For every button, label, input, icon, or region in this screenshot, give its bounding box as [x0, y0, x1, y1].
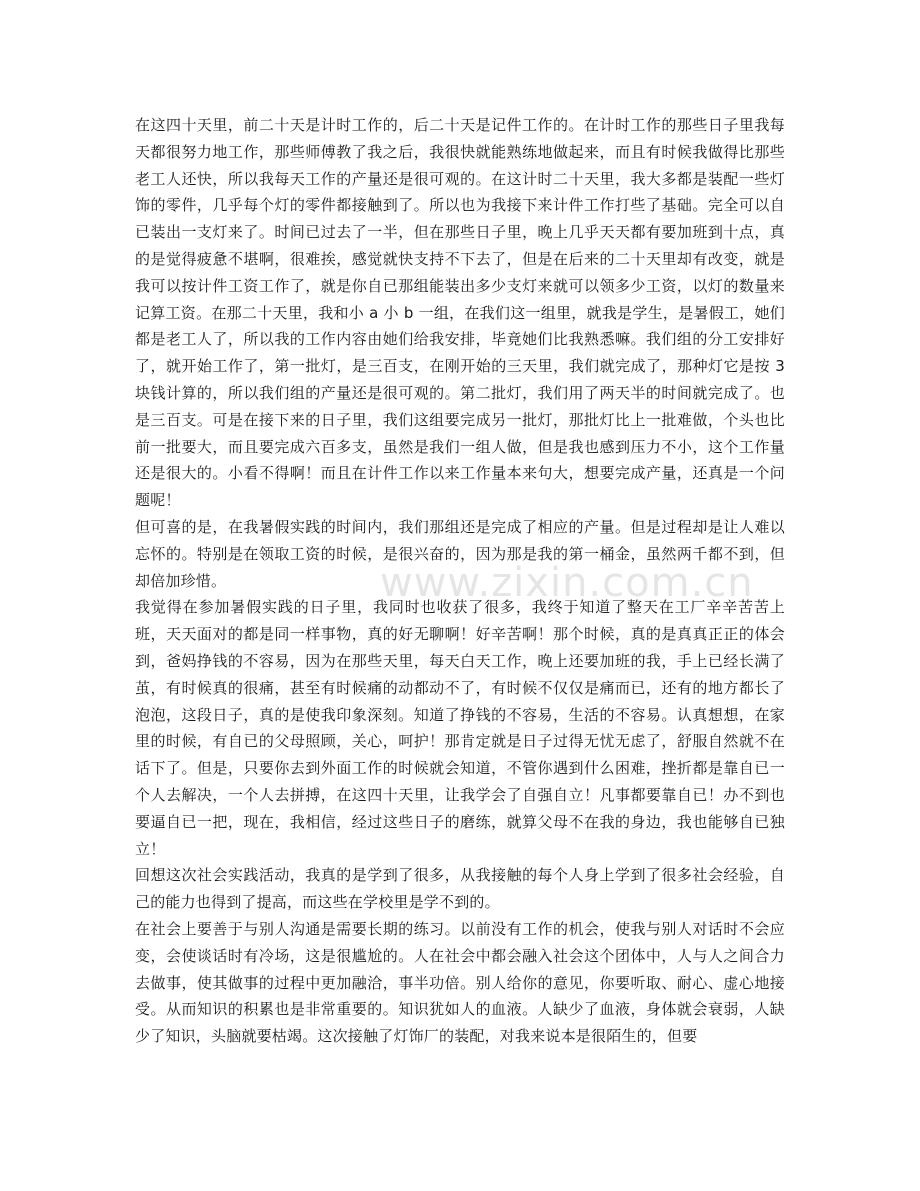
paragraph-4: 回想这次社会实践活动，我真的是学到了很多，从我接触的每个人身上学到了很多社会经验，自己的能力也得到了提高，而这些在学校里是学不到的。: [135, 866, 785, 912]
paragraph-3: 我觉得在参加暑假实践的日子里，我同时也收获了很多，我终于知道了整天在工厂辛辛苦苦上班，天天面对的都是同一样事物，真的好无聊啊！好辛苦啊！那个时候，真的是真真正正的体会到，爸妈挣钱的不容易，因为在那些天里，每天白天工作，晚上还要加班的我，手上已经长满了茧，有时候真的很痛，甚至有时候痛的动都动不了，有时候不仅仅是痛而已，还有的地方都长了泡泡，这段日子，真的是使我印象深刻。知道了挣钱的不容易，生活的不容易。认真想想，在家里的时候，有自已的父母照顾，关心，呵护！那肯定就是日子过得无忧无虑了，舒服自然就不在话下了。但是，只要你去到外面工作的时候就会知道，不管你遇到什么困难，挫折都是靠自已一个人去解决，一个人去拼搏，在这四十天里，让我学会了自强自立！凡事都要靠自已！办不到也要逼自已一把，现在，我相信，经过这些日子的磨练，就算父母不在我的身边，我也能够自已独立！: [135, 598, 785, 858]
paragraph-2: 但可喜的是，在我暑假实践的时间内，我们那组还是完成了相应的产量。但是过程却是让人难以忘怀的。特别是在领取工资的时候，是很兴奋的，因为那是我的第一桶金，虽然两千都不到，但却倍加珍惜。: [135, 517, 785, 590]
paragraph-5: 在社会上要善于与别人沟通是需要长期的练习。以前没有工作的机会，使我与别人对话时不会应变，会使谈话时有冷场，这是很尴尬的。人在社会中都会融入社会这个团体中，人与人之间合力去做事，使其做事的过程中更加融洽，事半功倍。别人给你的意见，你要听取、耐心、虚心地接受。从而知识的积累也是非常重要的。知识犹如人的血液。人缺少了血液，身体就会衰弱，人缺少了知识，头脑就要枯竭。这次接触了灯饰厂的装配，对我来说本是很陌生的，但要: [135, 919, 785, 1046]
document-page: [135, 112, 785, 1050]
watermark: www.zixin.com.cn: [380, 560, 754, 606]
paragraph-1: 在这四十天里，前二十天是计时工作的，后二十天是记件工作的。在计时工作的那些日子里我每天都很努力地工作，那些师傅教了我之后，我很快就能熟练地做起来，而且有时候我做得比那些老工人还快，所以我每天工作的产量还是很可观的。在这计时二十天里，我大多都是装配一些灯饰的零件，几乎每个灯的零件都接触到了。所以也为我接下来计件工作打些了基础。完全可以自已装出一支灯来了。时间已过去了一半，但在那些日子里，晚上几乎天天都有要加班到十点，真的是觉得疲惫不堪啊，很难挨，感觉就快支持不下去了，但是在后来的二十天里却有改变，就是我可以按计件工资工作了，就是你自已那组能装出多少支灯来就可以领多少工资，以灯的数量来记算工资。在那二十天里，我和小 a 小 b 一组，在我们这一组里，就我是学生，是暑假工，她们都是老工人了，所以我的工作内容由她们给我安排，毕竟她们比我熟悉嘛。我们组的分工安排好了，就开始工作了，第一批灯，是三百支，在刚开始的三天里，我们就完成了，那种灯它是按 3 块钱计算的，所以我们组的产量还是很可观的。第二批灯，我们用了两天半的时间就完成了。也是三百支。可是在接下来的日子里，我们这组要完成另一批灯，那批灯比上一批难做，个头也比前一批要大，而且要完成六百多支，虽然是我们一组人做，但是我也感到压力不小，这个工作量还是很大的。小看不得啊！而且在计件工作以来工作量本来句大，想要完成产量，还真是一个问题呢！: [135, 116, 785, 510]
